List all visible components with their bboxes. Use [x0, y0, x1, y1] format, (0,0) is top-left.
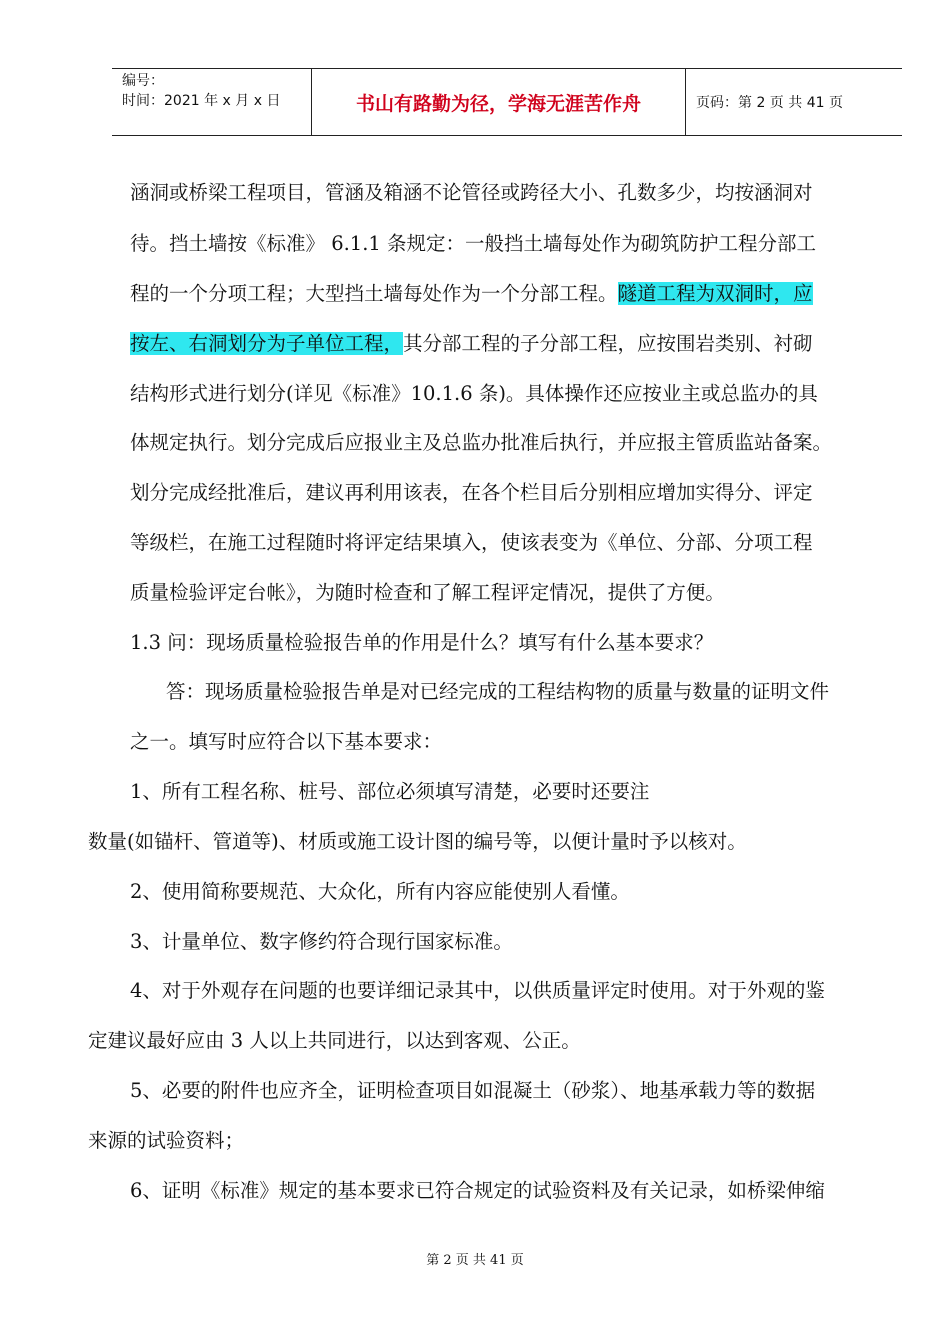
highlighted-text: 按左、右洞划分为子单位工程，: [130, 332, 404, 355]
question-heading: 1.3 问：现场质量检验报告单的作用是什么？填写有什么基本要求？: [130, 631, 714, 654]
page-header: [112, 68, 902, 136]
page-footer: 第 2 页 共 41 页: [426, 1253, 524, 1268]
text-line: 之一。填写时应符合以下基本要求：: [130, 730, 443, 753]
code-label: 编号：: [122, 73, 164, 89]
text-line: 等级栏，在施工过程随时将评定结果填入，使该表变为《单位、分部、分项工程: [130, 531, 813, 554]
text-line: 定建议最好应由 3 人以上共同进行，以达到客观、公正。: [88, 1029, 581, 1052]
text-line: 数量(如锚杆、管道等)、材质或施工设计图的编号等，以便计量时予以核对。: [88, 830, 747, 853]
list-item: 3、计量单位、数字修约符合现行国家标准。: [130, 930, 513, 953]
text-line: 体规定执行。划分完成后应报业主及总监办批准后执行，并应报主管质监站备案。: [130, 431, 833, 454]
list-item: 1、所有工程名称、桩号、部位必须填写清楚，必要时还要注: [130, 780, 650, 803]
text-line: 答：现场质量检验报告单是对已经完成的工程结构物的质量与数量的证明文件: [166, 680, 830, 703]
header-page-info: 页码：第 2 页 共 41 页: [696, 95, 843, 111]
text-line: [130, 329, 813, 359]
header-motto: 书山有路勤为径，学海无涯苦作舟: [312, 69, 686, 135]
text-line: [130, 279, 813, 309]
list-item: 4、对于外观存在问题的也要详细记录其中，以供质量评定时使用。对于外观的鉴: [130, 979, 825, 1002]
text-line: 来源的试验资料；: [88, 1129, 245, 1152]
list-item: 5、必要的附件也应齐全，证明检查项目如混凝土（砂浆）、地基承载力等的数据: [130, 1079, 816, 1102]
highlighted-text: 隧道工程为双洞时，应: [617, 282, 813, 305]
text-line: 待。挡土墙按《标准》 6.1.1 条规定：一般挡土墙每处作为砌筑防护工程分部工: [130, 232, 817, 255]
text-segment: 程的一个分项工程；大型挡土墙每处作为一个分部工程。: [130, 282, 618, 305]
text-line: 划分完成经批准后，建议再利用该表，在各个栏目后分别相应增加实得分、评定: [130, 481, 813, 504]
time-label: 时间：2021 年 x 月 x 日: [122, 93, 281, 109]
header-meta: [112, 69, 312, 135]
text-line: 涵洞或桥梁工程项目，管涵及箱涵不论管径或跨径大小、孔数多少，均按涵洞对: [130, 181, 813, 204]
text-line: 质量检验评定台帐》，为随时检查和了解工程评定情况，提供了方便。: [130, 581, 725, 604]
text-line: 结构形式进行划分(详见《标准》10.1.6 条)。具体操作还应按业主或总监办的具: [130, 382, 818, 405]
text-segment: 其分部工程的子分部工程，应按围岩类别、衬砌: [403, 332, 813, 355]
list-item: 2、使用简称要规范、大众化，所有内容应能使别人看懂。: [130, 880, 630, 903]
list-item: 6、证明《标准》规定的基本要求已符合规定的试验资料及有关记录，如桥梁伸缩: [130, 1179, 825, 1202]
